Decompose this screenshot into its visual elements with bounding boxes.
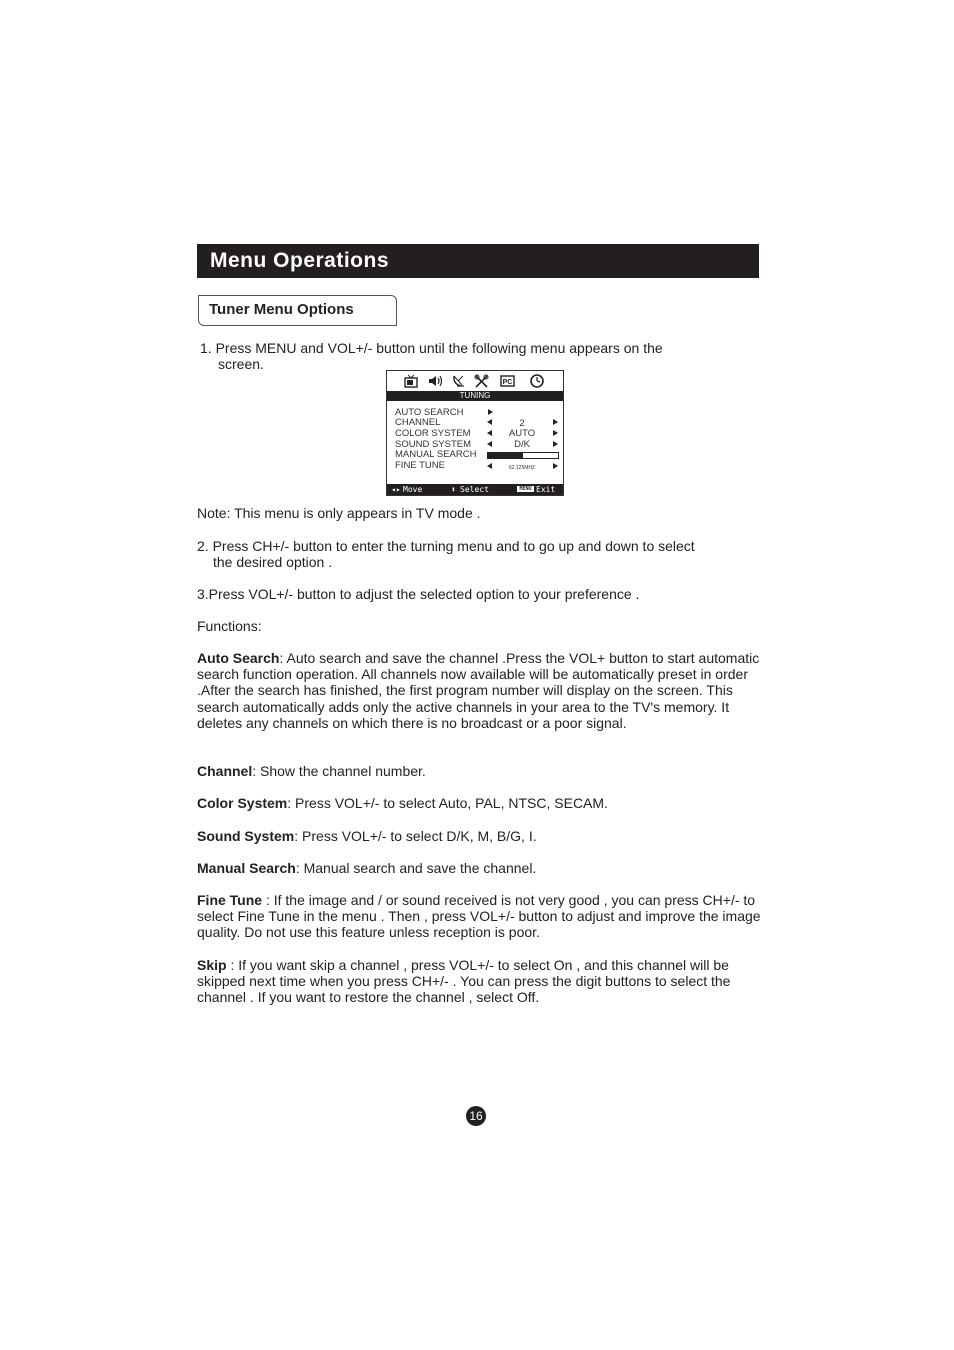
right-arrow-icon — [553, 430, 558, 436]
left-arrow-icon — [487, 463, 492, 469]
left-arrow-icon — [487, 430, 492, 436]
term-color-system: Color System — [197, 795, 288, 811]
desc-channel: : Show the channel number. — [252, 763, 426, 779]
osd-row-fine-tune: FINE TUNE — [395, 460, 445, 471]
left-arrow-icon — [487, 441, 492, 447]
right-arrow-icon — [553, 441, 558, 447]
term-auto-search: Auto Search — [197, 650, 280, 666]
step-3: 3.Press VOL+/- button to adjust the selected option to your preference . — [197, 586, 640, 602]
functions-label: Functions: — [197, 618, 262, 634]
select-arrows-icon: ⬍ — [451, 485, 456, 494]
osd-row-channel: CHANNEL — [395, 417, 441, 428]
step-1-number: 1. — [200, 340, 212, 356]
function-skip — [197, 957, 763, 1006]
note: Note: This menu is only appears in TV mode . — [197, 505, 481, 521]
osd-row-manual-search: MANUAL SEARCH — [395, 449, 477, 460]
right-arrow-icon — [553, 463, 558, 469]
osd-row-color-system: COLOR SYSTEM — [395, 428, 471, 439]
osd-footer-move: Move — [403, 485, 423, 494]
osd-row-auto-search: AUTO SEARCH — [395, 407, 464, 418]
term-skip: Skip — [197, 957, 227, 973]
osd-footer-select: Select — [460, 485, 489, 494]
step-2 — [197, 538, 763, 570]
function-color-system — [197, 795, 763, 811]
header-bar — [197, 244, 759, 278]
tv-icon — [404, 374, 420, 388]
page-number: 16 — [466, 1106, 486, 1126]
desc-color-system: : Press VOL+/- to select Auto, PAL, NTSC, SECAM. — [287, 795, 608, 811]
right-arrow-icon — [553, 419, 558, 425]
manual-search-progress-fill — [488, 453, 523, 458]
desc-skip: : If you want skip a channel , press VOL+/- to select On , and this channel will be skipped next time when you press CH+/- . You can press the digit buttons to select the channel . If you want to restore the channel , select Off. — [197, 957, 731, 1006]
osd-value-channel: 2 — [519, 418, 525, 429]
function-fine-tune — [197, 892, 763, 941]
osd-footer-menu-chip: MENU — [517, 486, 534, 492]
term-channel: Channel — [197, 763, 253, 779]
function-auto-search — [197, 650, 763, 731]
term-manual-search: Manual Search — [197, 860, 296, 876]
osd-footer-exit: Exit — [536, 485, 556, 494]
svg-text:PC: PC — [502, 379, 513, 386]
osd-value-sound-system: D/K — [514, 439, 530, 450]
step-1-line2: screen. — [218, 356, 264, 373]
pc-icon — [500, 374, 516, 388]
osd-icon-row — [387, 371, 563, 391]
tools-icon — [474, 374, 490, 388]
function-channel — [197, 763, 763, 779]
function-manual-search — [197, 860, 763, 876]
step-1 — [200, 340, 760, 372]
osd-value-color-system: AUTO — [508, 428, 536, 439]
right-arrow-icon — [488, 409, 493, 415]
move-arrows-icon: ◂▸ — [391, 485, 401, 494]
section-heading — [198, 295, 397, 326]
clock-icon — [529, 374, 545, 388]
desc-auto-search: : Auto search and save the channel .Press the VOL+ button to start automatic search function operation. All channels now available will be automatically preset in order .After the search has finished, the first program number will display on the screen. This search automatically adds only the active channels in your area to the TV's memory. It deletes any channels on which there is no broadcast or a poor signal. — [197, 650, 760, 731]
step-2-line1: 2. Press CH+/- button to enter the turning menu and to go up and down to select — [197, 538, 695, 554]
desc-sound-system: : Press VOL+/- to select D/K, M, B/G, I. — [294, 828, 537, 844]
speaker-icon — [427, 374, 443, 388]
tuning-osd-menu — [386, 370, 564, 496]
satellite-dish-icon — [451, 374, 467, 388]
left-arrow-icon — [487, 419, 492, 425]
step-2-line2: the desired option . — [213, 554, 333, 571]
osd-tab-tuning: TUNING — [387, 391, 563, 401]
osd-footer — [387, 484, 563, 495]
page-title: Menu Operations — [210, 249, 390, 272]
section-title: Tuner Menu Options — [209, 301, 354, 318]
desc-manual-search: : Manual search and save the channel. — [295, 860, 537, 876]
step-1-line1: Press MENU and VOL+/- button until the following menu appears on the — [215, 340, 663, 356]
osd-row-sound-system: SOUND SYSTEM — [395, 439, 472, 450]
manual-search-progress-bar — [487, 452, 559, 459]
term-fine-tune: Fine Tune — [197, 892, 263, 908]
term-sound-system: Sound System — [197, 828, 295, 844]
function-sound-system — [197, 828, 763, 844]
osd-value-fine-tune: 62.125MHZ — [508, 465, 536, 471]
desc-fine-tune: : If the image and / or sound received is not very good , you can press CH+/- to select Fine Tune in the menu . Then , press VOL+/- button to adjust and improve the image quality. Do not use this feature unless reception is poor. — [197, 892, 761, 941]
